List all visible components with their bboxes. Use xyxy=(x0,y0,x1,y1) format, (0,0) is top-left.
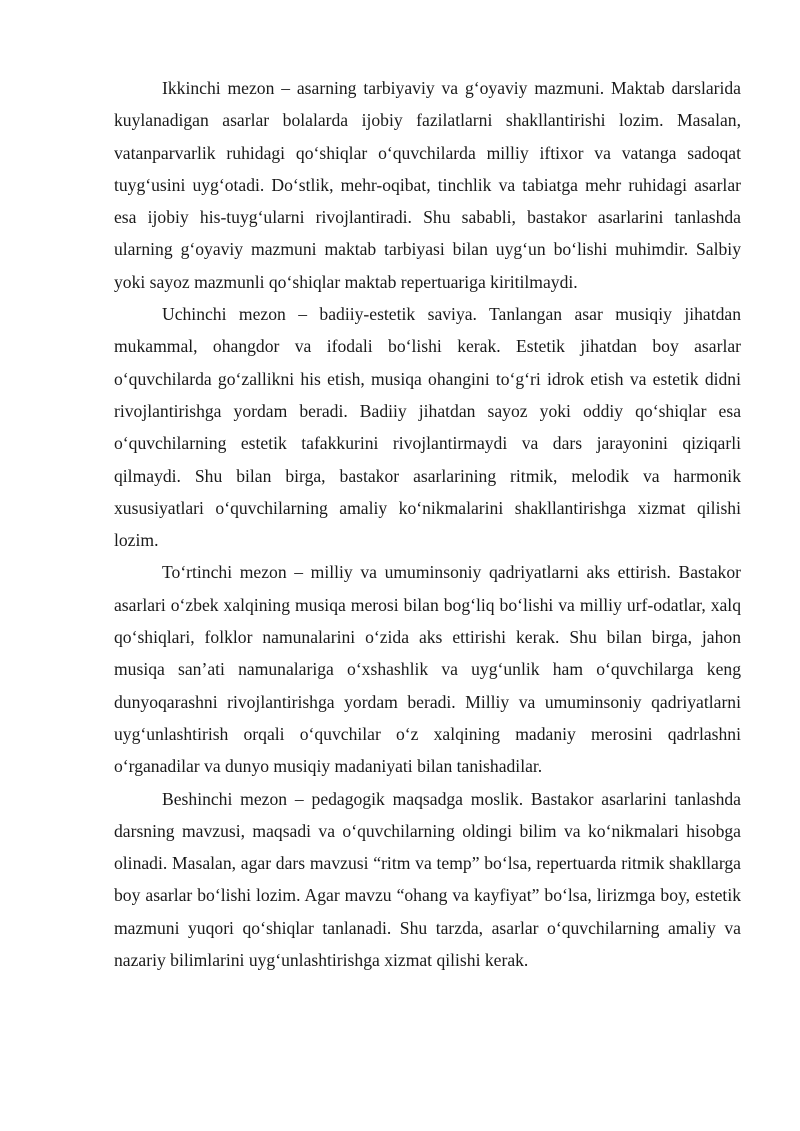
paragraph-fourth-criterion: To‘rtinchi mezon – milliy va umuminsoniy qadriyatlarni aks ettirish. Bastakor asarlari o‘zbek xalqining musiqa merosi bilan bog‘liq bo‘lishi va milliy urf-odatlar, xalq qo‘shiqlari, folklor namunalarini o‘zida aks ettirishi kerak. Shu bilan birga, jahon musiqa san’ati namunalariga o‘xshashlik va uyg‘unlik ham o‘quvchilarga keng dunyoqarashni rivojlantirishga yordam beradi. Milliy va umuminsoniy qadriyatlarni uyg‘unlashtirish orqali o‘quvchilar o‘z xalqining madaniy merosini qadrlashni o‘rganadilar va dunyo musiqiy madaniyati bilan tanishadilar. xyxy=(114,562,741,777)
document-page xyxy=(114,72,741,976)
paragraph-fifth-criterion: Beshinchi mezon – pedagogik maqsadga moslik. Bastakor asarlarini tanlashda darsning mavzusi, maqsadi va o‘quvchilarning oldingi bilim va ko‘nikmalari hisobga olinadi. Masalan, agar dars mavzusi “ritm va temp” bo‘lsa, repertuarda ritmik shakllarga boy asarlar bo‘lishi lozim. Agar mavzu “ohang va kayfiyat” bo‘lsa, lirizmga boy, estetik mazmuni yuqori qo‘shiqlar tanlanadi. Shu tarzda, asarlar o‘quvchilarning amaliy va nazariy bilimlarini uyg‘unlashtirishga xizmat qilishi kerak. xyxy=(114,788,741,971)
paragraph-third-criterion: Uchinchi mezon – badiiy-estetik saviya. Tanlangan asar musiqiy jihatdan mukammal, ohangdor va ifodali bo‘lishi kerak. Estetik jihatdan boy asarlar o‘quvchilarda go‘zallikni his etish, musiqa ohangini to‘g‘ri idrok etish va estetik didni rivojlantirishga yordam beradi. Badiiy jihatdan sayoz yoki oddiy qo‘shiqlar esa o‘quvchilarning estetik tafakkurini rivojlantirmaydi va dars jarayonini qiziqarli qilmaydi. Shu bilan birga, bastakor asarlarining ritmik, melodik va harmonik xususiyatlari o‘quvchilarning amaliy ko‘nikmalarini shakllantirishga xizmat qilishi lozim. xyxy=(114,304,741,551)
paragraph-second-criterion: Ikkinchi mezon – asarning tarbiyaviy va g‘oyaviy mazmuni. Maktab darslarida kuylanadigan asarlar bolalarda ijobiy fazilatlarni shakllantirishi lozim. Masalan, vatanparvarlik ruhidagi qo‘shiqlar o‘quvchilarda milliy iftixor va vatanga sadoqat tuyg‘usini uyg‘otadi. Do‘stlik, mehr-oqibat, tinchlik va tabiatga mehr ruhidagi asarlar esa ijobiy his-tuyg‘ularni rivojlantiradi. Shu sababli, bastakor asarlarini tanlashda ularning g‘oyaviy mazmuni maktab tarbiyasi bilan uyg‘un bo‘lishi muhimdir. Salbiy yoki sayoz mazmunli qo‘shiqlar maktab repertuariga kiritilmaydi. xyxy=(114,78,741,292)
